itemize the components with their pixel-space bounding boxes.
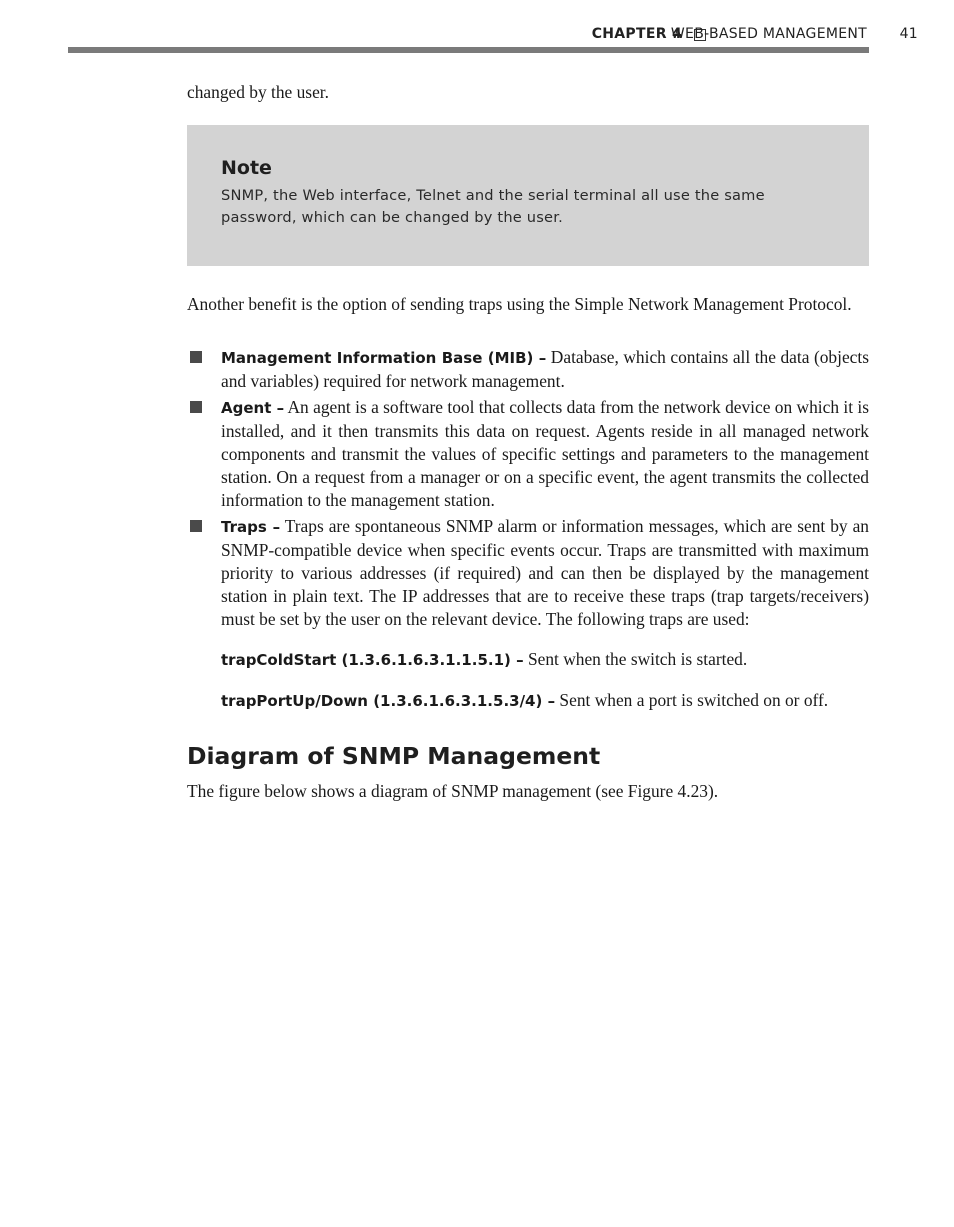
note-box xyxy=(187,125,869,266)
trap-port-up-down xyxy=(187,689,869,713)
traps-intro-paragraph: Another benefit is the option of sending traps using the Simple Network Management Protocol. xyxy=(187,294,852,314)
trap-text: Sent when the switch is started. xyxy=(523,649,748,669)
diagram-heading: Diagram of SNMP Management xyxy=(187,742,601,770)
bullet-term: Agent – xyxy=(221,399,285,417)
intro-continuation: changed by the user. xyxy=(187,82,329,102)
page-number: 41 xyxy=(899,26,918,42)
bullet-item-traps xyxy=(187,515,869,631)
trap-term: trapPortUp/Down (1.3.6.1.6.3.1.5.3/4) – xyxy=(221,692,556,710)
chapter-label: CHAPTER 4 xyxy=(591,26,682,42)
bullet-text: An agent is a software tool that collects data from the network device on which it is installed, and it then transmits this data on request. Agents reside in all managed network components and transmit the values of specific settings and parameters to the management station. On a request from a manager or on a specific event, the agent transmits the collected information to the management station. xyxy=(221,397,870,510)
bullet-text: Traps are spontaneous SNMP alarm or information messages, which are sent by an SNMP-compatible device when specific events occur. Traps are transmitted with maximum priority to various addresses (if required) and can then be displayed by the management station in plain text. The IP addresses that are to receive these traps (trap targets/receivers) must be set by the user on the relevant device. The following traps are used: xyxy=(221,516,869,629)
note-title: Note xyxy=(221,157,272,179)
bullet-square-icon xyxy=(190,401,202,413)
trap-text: Sent when a port is switched on or off. xyxy=(555,690,829,710)
trap-cold-start xyxy=(187,648,869,672)
bullet-list xyxy=(187,346,869,713)
bullet-square-icon xyxy=(190,351,202,363)
bullet-text: Database, which contains all the data (objects and variables) required for network management. xyxy=(221,347,869,391)
diagram-paragraph: The figure below shows a diagram of SNMP management (see Figure 4.23). xyxy=(187,781,719,801)
bullet-term: Management Information Base (MIB) – xyxy=(221,349,547,367)
running-header xyxy=(68,26,918,48)
header-rule xyxy=(68,47,869,53)
section-label: WEB-BASED MANAGEMENT xyxy=(670,26,867,42)
bullet-item-agent xyxy=(187,396,869,512)
bullet-term: Traps – xyxy=(221,518,281,536)
trap-term: trapColdStart (1.3.6.1.6.3.1.1.5.1) – xyxy=(221,651,524,669)
bullet-square-icon xyxy=(190,520,202,532)
bullet-item-mib xyxy=(187,346,869,393)
note-text: SNMP, the Web interface, Telnet and the serial terminal all use the same password, which can be changed by the user. xyxy=(221,187,765,226)
